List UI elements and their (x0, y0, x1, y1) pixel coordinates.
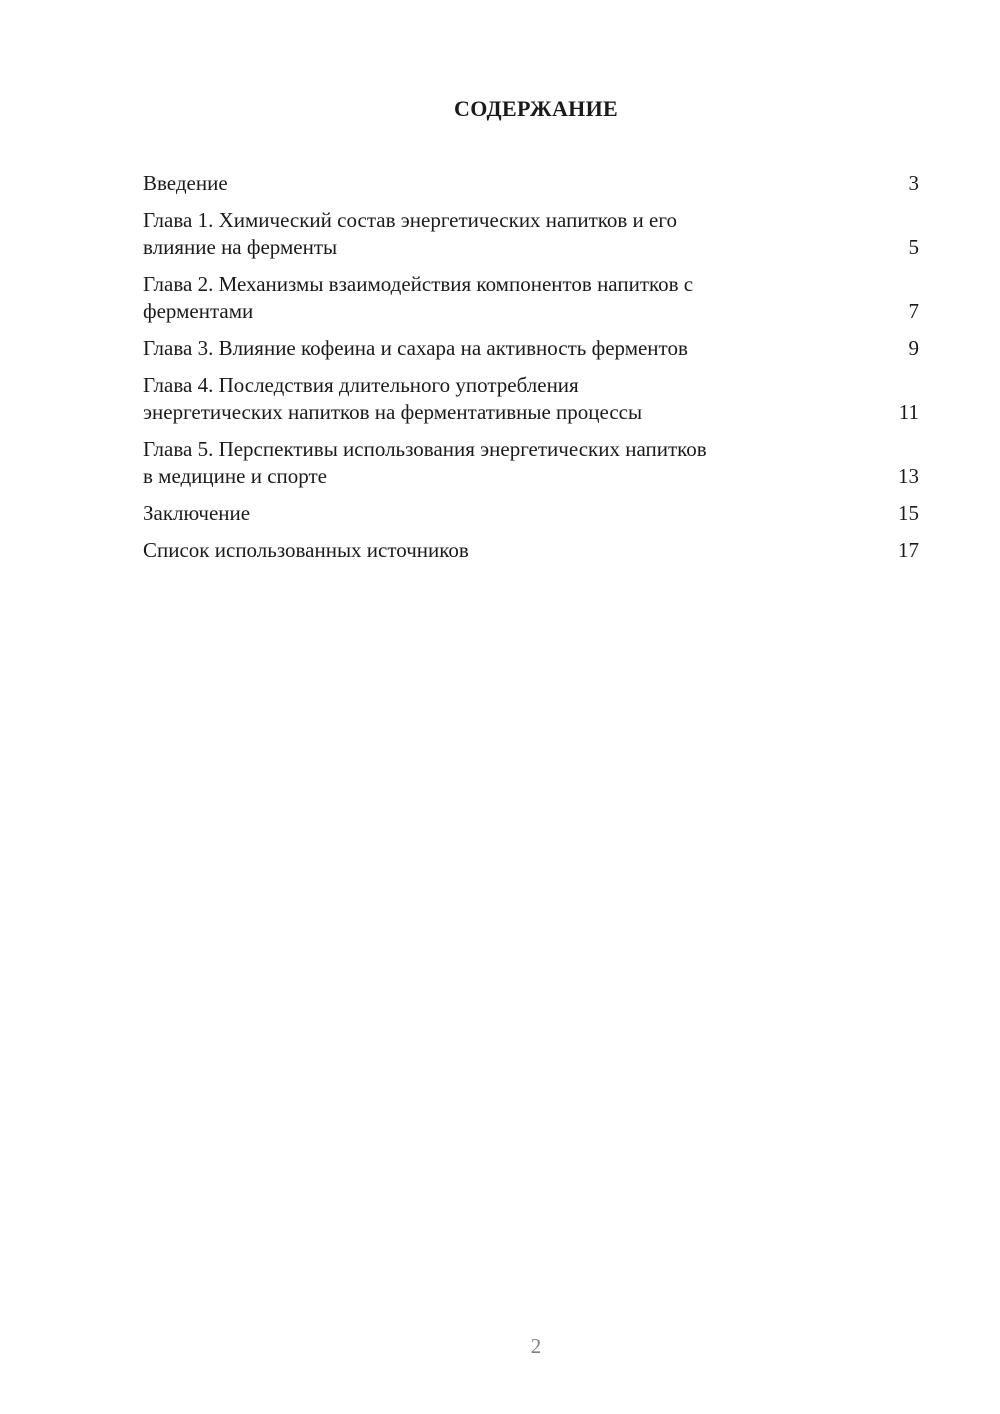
toc-entry-page: 17 (898, 538, 919, 562)
toc-entry-text: Глава 1. Химический состав энергетических напитков и его влияние на ферменты (143, 208, 677, 259)
toc-entry-text: Глава 4. Последствия длительного употребления энергетических напитков на ферментативные процессы (143, 373, 643, 424)
table-of-contents (143, 170, 919, 574)
toc-entry-text: Список использованных источников (143, 538, 469, 562)
toc-entry-text: Глава 3. Влияние кофеина и сахара на активность ферментов (143, 336, 688, 360)
toc-entry-chapter-4 (143, 372, 919, 426)
toc-entry-chapter-3 (143, 335, 919, 362)
page-number: 2 (530, 1334, 542, 1358)
toc-entry-page: 13 (898, 464, 919, 488)
toc-entry-text: Глава 2. Механизмы взаимодействия компонентов напитков с ферментами (143, 272, 694, 323)
toc-entry-text: Глава 5. Перспективы использования энергетических напитков в медицине и спорте (143, 437, 707, 488)
toc-title: СОДЕРЖАНИЕ (454, 96, 618, 121)
toc-entry-text: Заключение (143, 501, 251, 525)
toc-entry-chapter-2 (143, 271, 919, 325)
toc-entry-chapter-1 (143, 207, 919, 261)
toc-entry-page: 11 (898, 400, 919, 424)
toc-entry-page: 15 (898, 501, 919, 525)
toc-entry-page: 5 (908, 235, 919, 259)
toc-entry-page: 7 (908, 299, 919, 323)
toc-entry-references (143, 537, 919, 564)
toc-entry-text: Введение (143, 171, 228, 195)
toc-entry-chapter-5 (143, 436, 919, 490)
toc-entry-introduction (143, 170, 919, 197)
toc-entry-page: 9 (908, 336, 919, 360)
toc-entry-conclusion (143, 500, 919, 527)
toc-entry-page: 3 (908, 171, 919, 195)
